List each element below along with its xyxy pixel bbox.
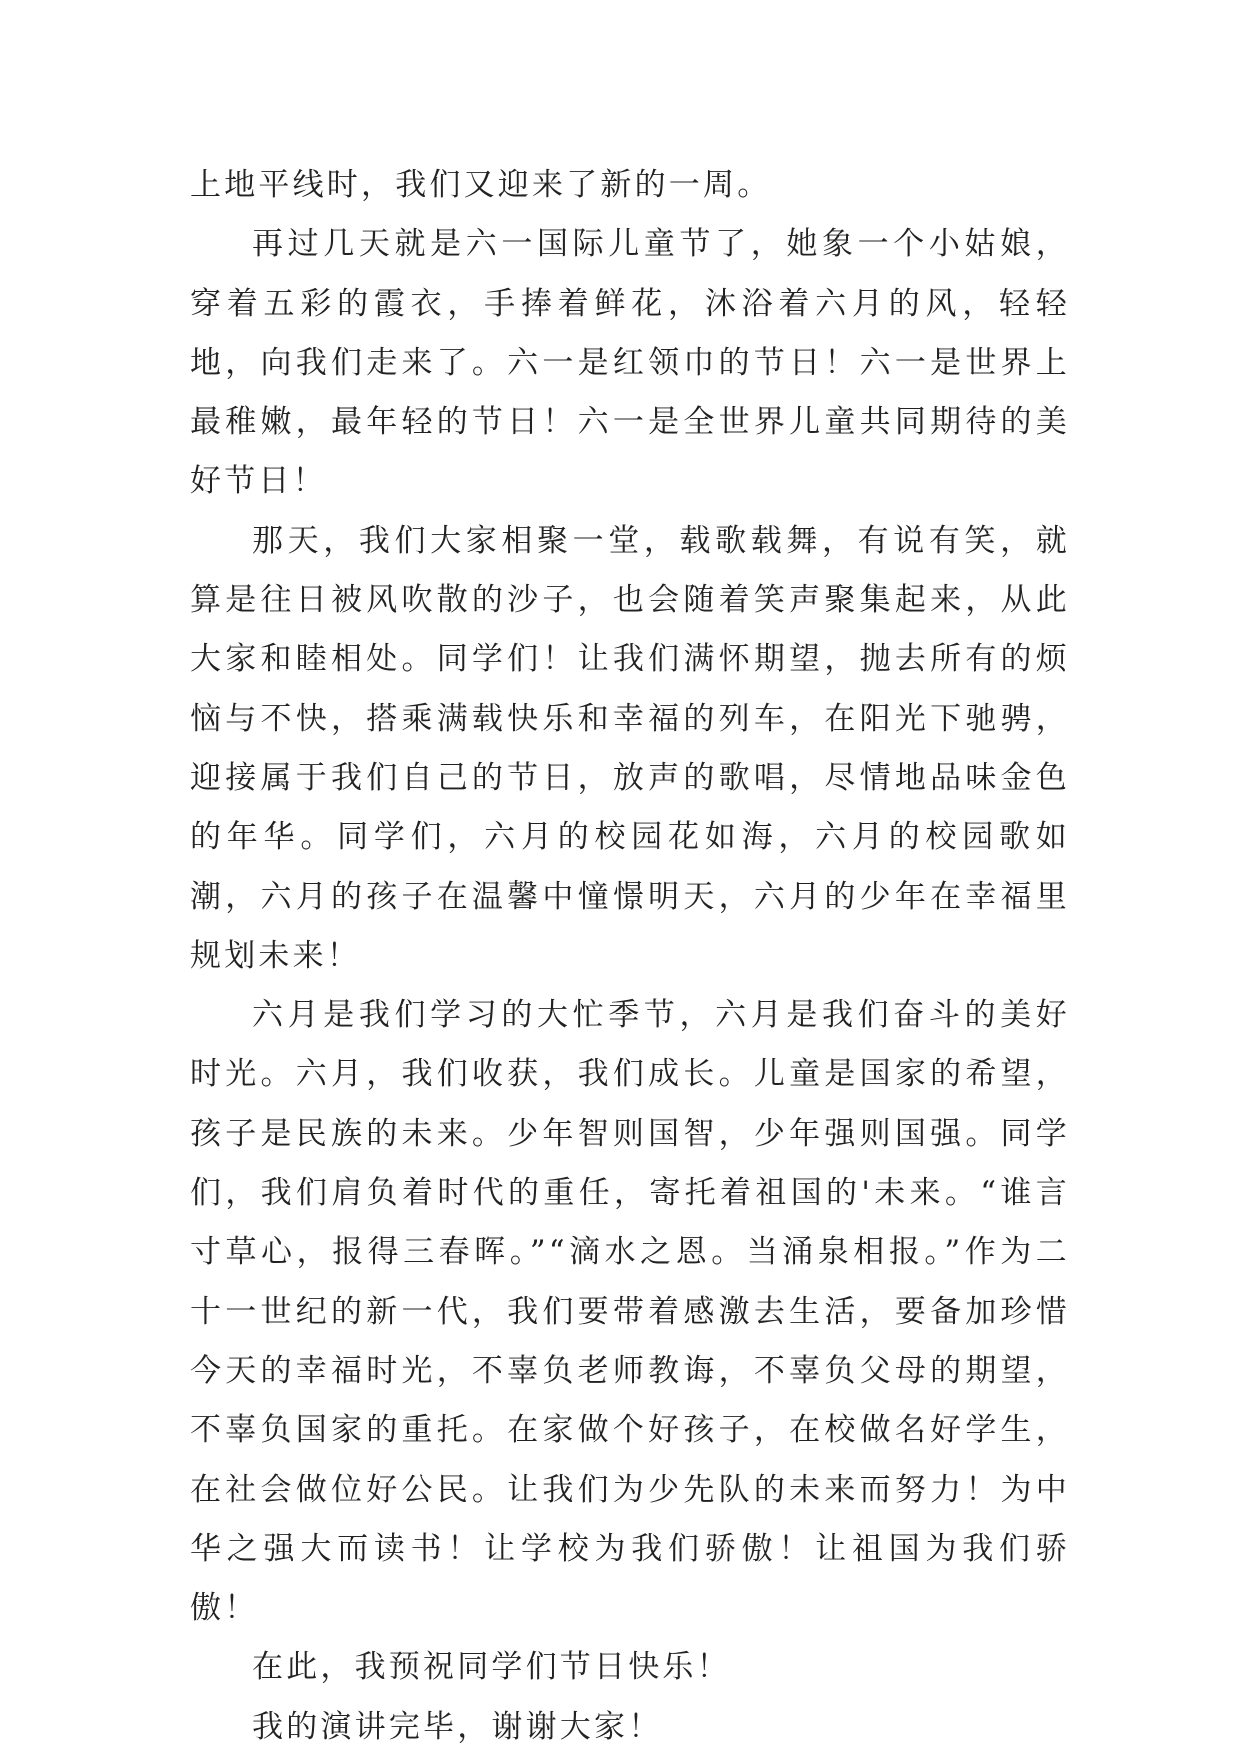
paragraph-june-study: 六月是我们学习的大忙季节，六月是我们奋斗的美好时光。六月，我们收获，我们成长。儿童是国家的希望，孩子是民族的未来。少年智则国智，少年强则国强。同学们，我们肩负着时代的重任，寄托着祖国的'未来。“谁言寸草心，报得三春晖。”“滴水之恩。当涌泉相报。”作为二十一世纪的新一代，我们要带着感激去生活，要备加珍惜今天的幸福时光，不辜负老师教诲，不辜负父母的期望，不辜负国家的重托。在家做个好孩子，在校做名好学生，在社会做位好公民。让我们为少先队的未来而努力！为中华之强大而读书！让学校为我们骄傲！让祖国为我们骄傲！ [190,997,1070,1627]
paragraph-childrens-day: 再过几天就是六一国际儿童节了，她象一个小姑娘，穿着五彩的霞衣，手捧着鲜花，沐浴着六月的风，轻轻地，向我们走来了。六一是红领巾的节日！六一是世界上最稚嫩，最年轻的节日！六一是全世界儿童共同期待的美好节日！ [190,226,1070,500]
speech-body [190,156,1070,1757]
paragraph-closing: 我的演讲完毕，谢谢大家！ [252,1708,663,1745]
paragraph-wishes: 在此，我预祝同学们节日快乐！ [252,1649,731,1686]
paragraph-continuation: 上地平线时，我们又迎来了新的一周。 [190,167,772,203]
paragraph-gathering: 那天，我们大家相聚一堂，载歌载舞，有说有笑，就算是往日被风吹散的沙子，也会随着笑声聚集起来，从此大家和睦相处。同学们！让我们满怀期望，抛去所有的烦恼与不快，搭乘满载快乐和幸福的列车，在阳光下驰骋，迎接属于我们自己的节日，放声的歌唱，尽情地品味金色的年华。同学们，六月的校园花如海，六月的校园歌如潮，六月的孩子在温馨中憧憬明天，六月的少年在幸福里规划未来！ [190,522,1070,974]
